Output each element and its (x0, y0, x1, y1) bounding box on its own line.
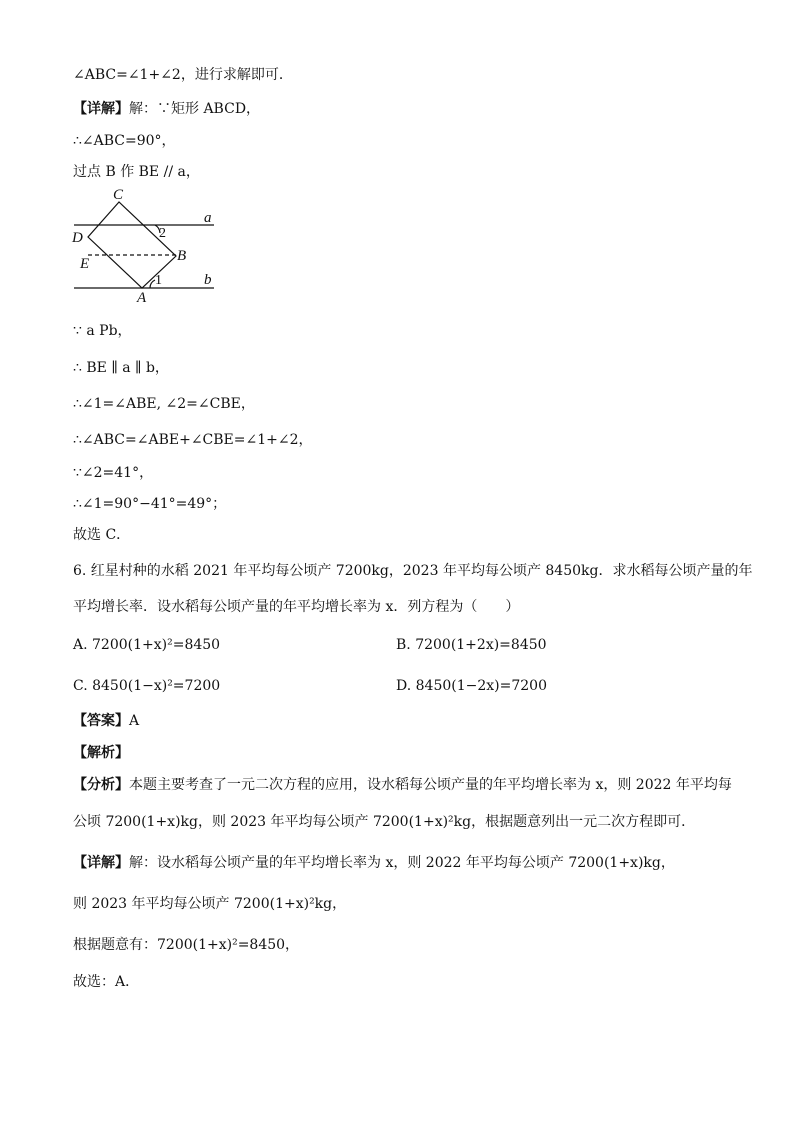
analysis-section-label: 【分析】 (73, 777, 129, 793)
analysis-label: 【解析】 (73, 745, 129, 761)
option-d: D. 8450(1−2x)=7200 (396, 678, 547, 694)
answer-value: A (129, 713, 140, 729)
label-e: E (80, 256, 90, 272)
option-b: B. 7200(1+2x)=8450 (396, 637, 547, 653)
geometry-figure (66, 184, 226, 306)
option-a: A. 7200(1+x)²=8450 (73, 637, 221, 653)
label-angle-2: 2 (159, 226, 166, 241)
line-2-text: 解：∵矩形 ABCD， (129, 101, 261, 117)
answer-line (73, 712, 139, 730)
rectangle-abcd (88, 202, 176, 288)
line-2 (73, 100, 260, 118)
analysis-line-1 (73, 776, 732, 794)
label-a-point: A (137, 290, 147, 306)
detail-label-1: 【详解】 (73, 101, 129, 117)
option-c: C. 8450(1−x)²=7200 (73, 678, 221, 694)
analysis-text-2: 公顷 7200(1+x)kg，则 2023 年平均每公顷产 7200(1+x)²kg，根据题意列出一元二次方程即可． (73, 814, 696, 830)
line-5: ∵ a Pb， (73, 323, 132, 339)
line-10: ∴∠1=90°−41°=49°； (73, 496, 227, 512)
analysis-text-1: 本题主要考查了一元二次方程的应用，设水稻每公顷产量的年平均增长率为 x，则 2022 年平均每 (129, 777, 732, 793)
detail-text-2: 则 2023 年平均每公顷产 7200(1+x)²kg， (73, 896, 347, 912)
line-8: ∴∠ABC=∠ABE+∠CBE=∠1+∠2， (73, 432, 313, 448)
line-6: ∴ BE ∥ a ∥ b， (73, 360, 169, 376)
line-7: ∴∠1=∠ABE, ∠2=∠CBE， (73, 396, 255, 412)
label-d: D (72, 230, 83, 246)
label-b-point: B (177, 248, 187, 264)
detail-line-1 (73, 854, 675, 872)
detail-text-1: 解：设水稻每公顷产量的年平均增长率为 x，则 2022 年平均每公顷产 7200(1+x)kg， (129, 855, 675, 871)
detail-label-2: 【详解】 (73, 855, 129, 871)
question-text-1: 6. 红星村种的水稻 2021 年平均每公顷产 7200kg，2023 年平均每公顷产 8450kg．求水稻每公顷产量的年 (73, 563, 753, 579)
label-b-line: b (204, 272, 212, 288)
answer-label: 【答案】 (73, 713, 129, 729)
line-1: ∠ABC=∠1+∠2，进行求解即可． (73, 67, 293, 83)
label-a: a (204, 210, 212, 226)
line-4: 过点 B 作 BE // a， (73, 164, 200, 180)
detail-text-4: 故选：A． (73, 974, 140, 990)
label-angle-1: 1 (155, 273, 162, 288)
line-9: ∵∠2=41°， (73, 465, 154, 481)
label-c: C (113, 187, 124, 203)
question-text-2: 平均增长率．设水稻每公顷产量的年平均增长率为 x．列方程为（ ） (73, 599, 520, 615)
detail-text-3: 根据题意有：7200(1+x)²=8450， (73, 937, 300, 953)
line-3: ∴∠ABC=90°， (73, 133, 176, 149)
line-11: 故选 C． (73, 527, 131, 543)
